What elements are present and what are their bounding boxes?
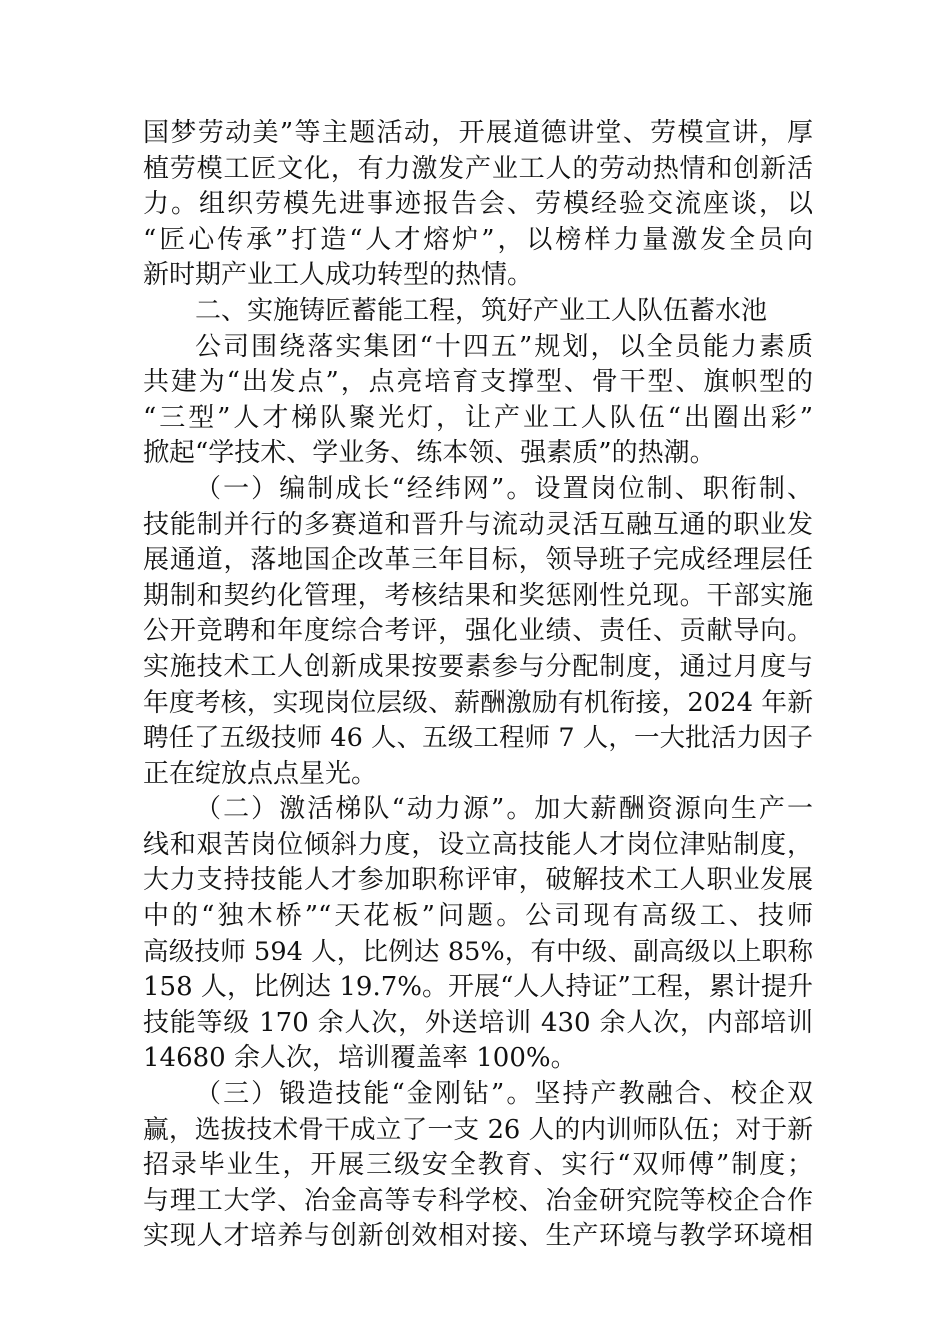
text-line: “匠心传承”打造“人才熔炉”，以榜样力量激发全员向 — [143, 224, 813, 255]
text-line: 技能等级 170 余人次，外送培训 430 余人次，内部培训 — [143, 1007, 813, 1038]
text-line: 中的“独木桥”“天花板”问题。公司现有高级工、技师 — [143, 901, 813, 932]
text-line: 158 人，比例达 19.7%。开展“人人持证”工程，累计提升 — [143, 972, 813, 1003]
section-heading: 二、实施铸匠蓄能工程，筑好产业工人队伍蓄水池 — [195, 295, 768, 326]
text-line: 年度考核，实现岗位层级、薪酬激励有机衔接，2024 年新 — [143, 687, 813, 718]
subsection-line: （三）锻造技能“金刚钻”。坚持产教融合、校企双 — [195, 1079, 813, 1110]
text-line: 展通道，落地国企改革三年目标，领导班子完成经理层任 — [143, 545, 813, 576]
text-line: 实现人才培养与创新创效相对接、生产环境与教学环境相 — [143, 1221, 813, 1252]
text-line: 国梦劳动美”等主题活动，开展道德讲堂、劳模宣讲，厚 — [143, 118, 813, 148]
text-line: 赢，选拔技术骨干成立了一支 26 人的内训师队伍；对于新 — [143, 1114, 813, 1145]
text-line: “三型”人才梯队聚光灯，让产业工人队伍“出圈出彩” — [143, 402, 813, 433]
text-line: 公司围绕落实集团“十四五”规划，以全员能力素质 — [195, 331, 813, 362]
text-line: 聘任了五级技师 46 人、五级工程师 7 人，一大批活力因子 — [143, 723, 813, 754]
text-line: 线和艰苦岗位倾斜力度，设立高技能人才岗位津贴制度， — [143, 829, 813, 860]
text-line: 招录毕业生，开展三级安全教育、实行“双师傅”制度； — [143, 1150, 813, 1181]
subsection-line: （一）编制成长“经纬网”。设置岗位制、职衔制、 — [195, 473, 813, 504]
text-line: 力。组织劳模先进事迹报告会、劳模经验交流座谈，以 — [143, 189, 813, 220]
text-line: 14680 余人次，培训覆盖率 100%。 — [143, 1043, 577, 1074]
text-line: 公开竞聘和年度综合考评，强化业绩、责任、贡献导向。 — [143, 616, 813, 647]
text-line: 正在绽放点点星光。 — [143, 758, 378, 789]
text-line: 与理工大学、冶金高等专科学校、冶金研究院等校企合作 — [143, 1185, 813, 1216]
text-line: 大力支持技能人才参加职称评审，破解技术工人职业发展 — [143, 865, 813, 896]
text-line: 高级技师 594 人，比例达 85%，有中级、副高级以上职称 — [143, 936, 813, 967]
text-line: 技能制并行的多赛道和晋升与流动灵活互融互通的职业发 — [143, 509, 813, 540]
text-line: 新时期产业工人成功转型的热情。 — [143, 260, 534, 291]
text-line: 期制和契约化管理，考核结果和奖惩刚性兑现。干部实施 — [143, 580, 813, 611]
text-line: 共建为“出发点”，点亮培育支撑型、骨干型、旗帜型的 — [143, 367, 813, 398]
text-line: 掀起“学技术、学业务、练本领、强素质”的热潮。 — [143, 438, 716, 469]
text-line: 实施技术工人创新成果按要素参与分配制度，通过月度与 — [143, 651, 813, 682]
text-line: 植劳模工匠文化，有力激发产业工人的劳动热情和创新活 — [143, 153, 813, 184]
document-body — [143, 116, 813, 1255]
subsection-line: （二）激活梯队“动力源”。加大薪酬资源向生产一 — [195, 794, 813, 825]
